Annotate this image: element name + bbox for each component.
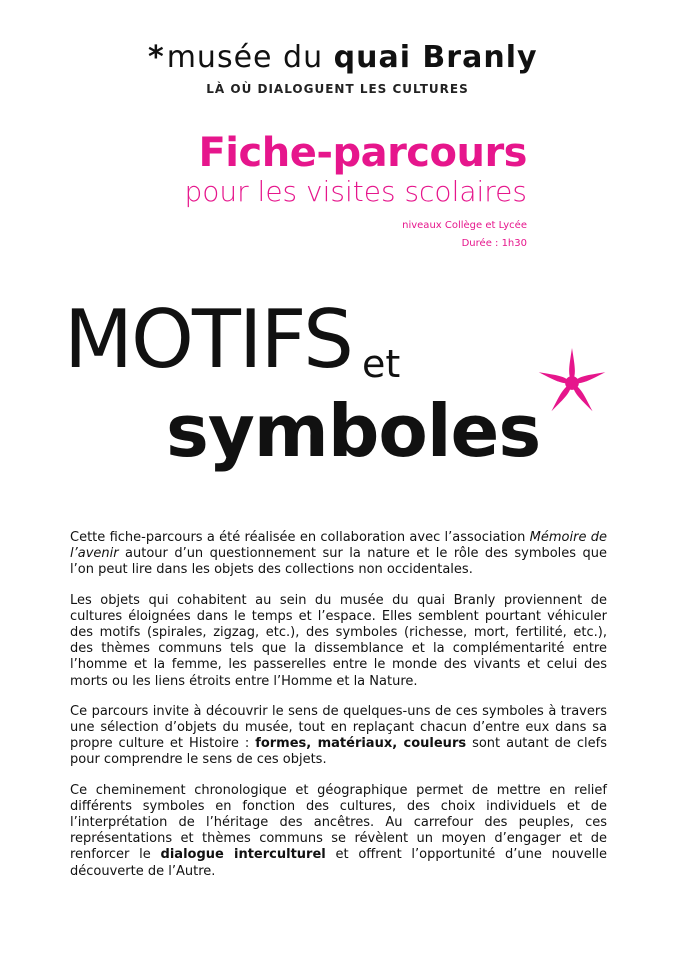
paragraph-4-text: Ce cheminement chronologique et géographique permet de mettre en relief différents symboles en fonction des cultures, des choix individuels et de l’interprétation de l’héritage des ancêtres. Au carrefour des peuples, ces représentations et thèmes communs se révèlent un moyen d’engager et de renforcer le — [70, 782, 607, 863]
paragraph-1 — [70, 530, 607, 579]
main-title-connector: et — [362, 342, 401, 386]
paragraph-4-text-end: et offrent l’opportunité d’une nouvelle découverte de l’Autre. — [70, 847, 607, 879]
dialogue-emphasis: dialogue interculturel — [160, 847, 326, 863]
program-title: Fiche-parcours — [198, 130, 527, 176]
logo-name: quai Branly — [333, 40, 538, 75]
tagline: LÀ OÙ DIALOGUENT LES CULTURES — [206, 82, 469, 96]
logo-star-icon: * — [148, 40, 165, 75]
program-subtitle: pour les visites scolaires — [184, 175, 527, 208]
paragraph-1-text-end: autour d’un questionnement sur la nature et le rôle des symboles que l’on peut lire dans les objets des collections non occidentales. — [70, 546, 607, 578]
paragraph-3 — [70, 704, 607, 769]
paragraph-2: Les objets qui cohabitent au sein du musée du quai Branly proviennent de cultures éloignées dans le temps et l’espace. Elles semblent pourtant véhiculer des motifs (spirales, zigzag, etc.), des symboles (richesse, mort, fertilité, etc.), des thèmes communs tels que la dissemblance et la complémentarité entre l’homme et la femme, les passerelles entre le monde des vivants et celui des morts ou les liens étroits entre l’Homme et la Nature. — [70, 592, 607, 689]
logo-prefix: musée du — [166, 40, 334, 75]
intro-text — [70, 530, 607, 894]
paragraph-4 — [70, 783, 607, 880]
paragraph-3-text-end: sont autant de clefs pour comprendre le sens de ces objets. — [70, 736, 608, 768]
paragraph-3-text: Ce parcours invite à découvrir le sens de quelques-uns de ces symboles à travers une sélection d’objets du musée, tout en replaçant chacun d’entre eux dans sa propre culture et Histoire : — [70, 703, 607, 752]
program-duration: Durée : 1h30 — [461, 238, 527, 249]
pink-star-icon — [534, 345, 610, 421]
association-name: Mémoire de l’avenir — [70, 530, 607, 562]
main-title-line2: symboles — [166, 389, 541, 473]
paragraph-1-text: Cette fiche-parcours a été réalisée en collaboration avec l’association — [70, 530, 530, 545]
program-level: niveaux Collège et Lycée — [402, 220, 527, 231]
keywords-emphasis: formes, matériaux, couleurs — [255, 736, 467, 752]
main-title-line1: MOTIFS — [64, 293, 352, 386]
museum-logo — [148, 40, 538, 76]
